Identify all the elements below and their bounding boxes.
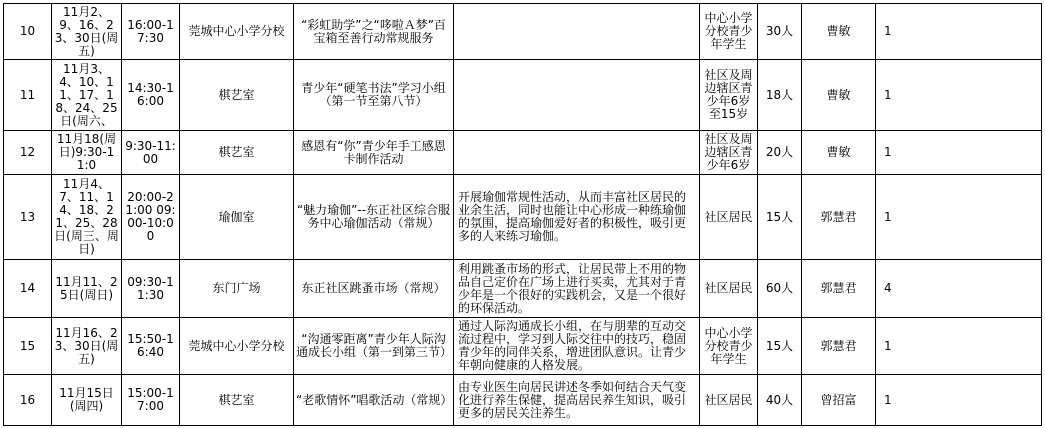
activity-description: 利用跳蚤市场的形式，让居民带上不用的物品自己定价在广场上进行买卖，尤其对于青少年是一个很好的实践机会，又是一个很好的环保活动。 — [454, 260, 700, 318]
session-count: 1 — [876, 60, 1042, 131]
activity-time: 09:30-11:30 — [122, 260, 180, 318]
table-row — [4, 260, 1042, 318]
activity-venue: 东门广场 — [180, 260, 294, 318]
activity-description — [454, 131, 700, 175]
table-row — [4, 318, 1042, 375]
session-count: 1 — [876, 318, 1042, 375]
target-group: 社区及周边辖区青少年6岁至15岁 — [700, 60, 758, 131]
table-row — [4, 175, 1042, 260]
row-number: 11 — [4, 60, 52, 131]
activity-time: 16:00-17:30 — [122, 4, 180, 60]
activity-name: “彩虹助学”之“哆啦Ａ梦”百宝箱至善行动常规服务 — [294, 4, 454, 60]
activity-schedule-table — [3, 3, 1042, 426]
table-row — [4, 4, 1042, 60]
table-row — [4, 375, 1042, 426]
activity-venue: 棋艺室 — [180, 131, 294, 175]
activity-venue: 棋艺室 — [180, 60, 294, 131]
table-row — [4, 60, 1042, 131]
person-in-charge: 曹敏 — [802, 60, 876, 131]
table-row — [4, 131, 1042, 175]
target-group: 中心小学分校青少年学生 — [700, 318, 758, 375]
target-group: 社区及周边辖区青少年6岁 — [700, 131, 758, 175]
target-group: 社区居民 — [700, 375, 758, 426]
activity-date: 11月15日(周四) — [52, 375, 122, 426]
activity-date: 11月18(周日)9:30-11:0 — [52, 131, 122, 175]
activity-venue: 瑜伽室 — [180, 175, 294, 260]
activity-date: 11月2、9、16、23、30日(周五) — [52, 4, 122, 60]
activity-name: 东正社区跳蚤市场（常规） — [294, 260, 454, 318]
activity-venue: 莞城中心小学分校 — [180, 4, 294, 60]
row-number: 12 — [4, 131, 52, 175]
session-count: 1 — [876, 175, 1042, 260]
activity-description — [454, 60, 700, 131]
activity-time: 14:30-16:00 — [122, 60, 180, 131]
row-number: 13 — [4, 175, 52, 260]
session-count: 1 — [876, 4, 1042, 60]
participant-count: 60人 — [758, 260, 802, 318]
session-count: 4 — [876, 260, 1042, 318]
activity-description: 开展瑜伽常规性活动，从而丰富社区居民的业余生活，同时也能让中心形成一种练瑜伽的氛围，提高瑜伽爱好者的积极性，吸引更多的人来练习瑜伽。 — [454, 175, 700, 260]
activity-venue: 棋艺室 — [180, 375, 294, 426]
activity-name: “老歌情怀”唱歌活动（常规） — [294, 375, 454, 426]
activity-name: “沟通零距离”青少年人际沟通成长小组（第一到第三节） — [294, 318, 454, 375]
row-number: 10 — [4, 4, 52, 60]
participant-count: 15人 — [758, 318, 802, 375]
activity-time: 15:00-17:00 — [122, 375, 180, 426]
person-in-charge: 郭慧君 — [802, 318, 876, 375]
row-number: 16 — [4, 375, 52, 426]
activity-date: 11月4、7、11、14、18、21、25、28日(周三、周日) — [52, 175, 122, 260]
activity-time: 9:30-11:00 — [122, 131, 180, 175]
activity-description — [454, 4, 700, 60]
session-count: 1 — [876, 375, 1042, 426]
activity-name: 感恩有“你”青少年手工感恩卡制作活动 — [294, 131, 454, 175]
participant-count: 20人 — [758, 131, 802, 175]
person-in-charge: 曾招富 — [802, 375, 876, 426]
person-in-charge: 曹敏 — [802, 131, 876, 175]
target-group: 中心小学分校青少年学生 — [700, 4, 758, 60]
participant-count: 40人 — [758, 375, 802, 426]
participant-count: 30人 — [758, 4, 802, 60]
activity-description: 由专业医生向居民讲述冬季如何结合天气变化进行养生保健，提高居民养生知识，吸引更多的居民关注养生。 — [454, 375, 700, 426]
activity-time: 15:50-16:40 — [122, 318, 180, 375]
participant-count: 15人 — [758, 175, 802, 260]
activity-name: “魅力瑜伽”--东正社区综合服务中心瑜伽活动（常规） — [294, 175, 454, 260]
activity-venue: 莞城中心小学分校 — [180, 318, 294, 375]
activity-date: 11月11、25日(周日) — [52, 260, 122, 318]
activity-description: 通过人际沟通成长小组，在与朋辈的互动交流过程中，学习到人际交往中的技巧，稳固青少年的同伴关系，增进团队意识。让青少年朝向健康的人格发展。 — [454, 318, 700, 375]
activity-date: 11月16、23、30日(周五) — [52, 318, 122, 375]
person-in-charge: 郭慧君 — [802, 260, 876, 318]
participant-count: 18人 — [758, 60, 802, 131]
session-count: 1 — [876, 131, 1042, 175]
target-group: 社区居民 — [700, 175, 758, 260]
person-in-charge: 曹敏 — [802, 4, 876, 60]
target-group: 社区居民 — [700, 260, 758, 318]
activity-date: 11月3、4、10、11、17、18、24、25日(周六、 — [52, 60, 122, 131]
activity-name: 青少年“硬笔书法”学习小组（第一节至第八节） — [294, 60, 454, 131]
row-number: 15 — [4, 318, 52, 375]
activity-time: 20:00-21:00 09:00-10:00 — [122, 175, 180, 260]
row-number: 14 — [4, 260, 52, 318]
person-in-charge: 郭慧君 — [802, 175, 876, 260]
